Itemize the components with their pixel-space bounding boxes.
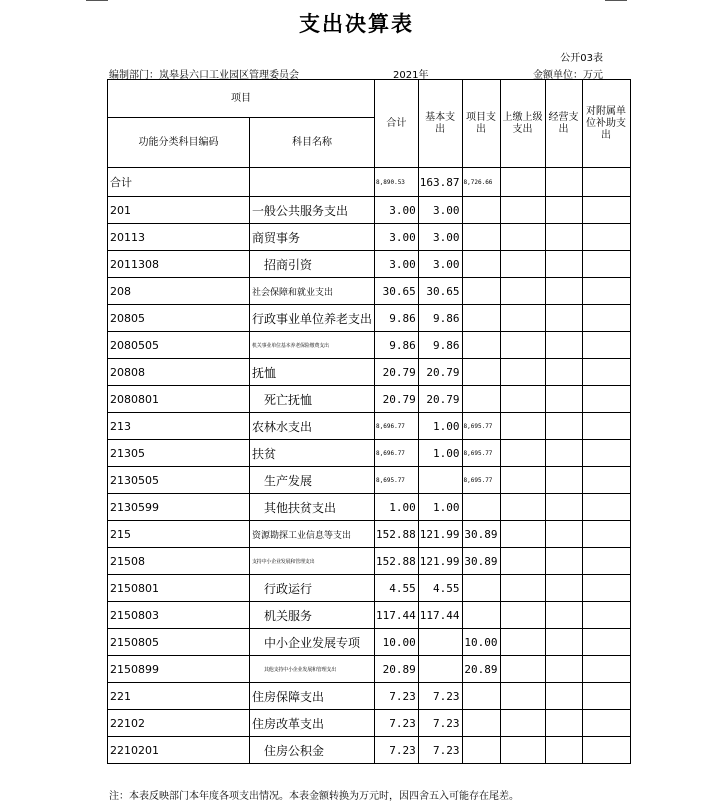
- cell-upper: [500, 305, 545, 332]
- cell-upper: [500, 521, 545, 548]
- table-row: [108, 575, 631, 602]
- cell-total: 152.88: [375, 548, 419, 575]
- cell-project: 8,695.77: [462, 440, 500, 467]
- cell-upper: [500, 467, 545, 494]
- cell-upper: [500, 656, 545, 683]
- cell-code: 2130599: [108, 494, 250, 521]
- cell-total: 30.65: [375, 278, 419, 305]
- cell-subject-name: 扶贫: [250, 440, 375, 467]
- header-total: 合计: [375, 80, 419, 168]
- cell-subsidy: [582, 656, 630, 683]
- cell-basic: 121.99: [418, 548, 462, 575]
- cell-subject-name: 其他支持中小企业发展和管理支出: [250, 656, 375, 683]
- cell-code: 20808: [108, 359, 250, 386]
- header-subject-name: 科目名称: [250, 118, 375, 168]
- cell-total: 4.55: [375, 575, 419, 602]
- cell-code: 208: [108, 278, 250, 305]
- table-row: [108, 386, 631, 413]
- cell-operating: [545, 168, 582, 197]
- cell-basic: 20.79: [418, 359, 462, 386]
- cell-upper: [500, 683, 545, 710]
- cell-total: 8,890.53: [375, 168, 419, 197]
- cell-total: 3.00: [375, 197, 419, 224]
- cell-subsidy: [582, 224, 630, 251]
- cell-code: 合计: [108, 168, 250, 197]
- cell-basic: [418, 656, 462, 683]
- cell-basic: 1.00: [418, 494, 462, 521]
- cell-operating: [545, 710, 582, 737]
- cell-total: 7.23: [375, 737, 419, 764]
- cell-operating: [545, 656, 582, 683]
- cell-total: 7.23: [375, 683, 419, 710]
- cell-project: [462, 386, 500, 413]
- cell-subject-name: 生产发展: [250, 467, 375, 494]
- cell-code: 2130505: [108, 467, 250, 494]
- cell-subsidy: [582, 575, 630, 602]
- cell-upper: [500, 575, 545, 602]
- table-row: [108, 656, 631, 683]
- page-corner-mark-left: [86, 0, 108, 1]
- table-row: [108, 629, 631, 656]
- cell-subsidy: [582, 386, 630, 413]
- page-corner-mark-right: [605, 0, 627, 1]
- cell-subsidy: [582, 683, 630, 710]
- cell-total: 7.23: [375, 710, 419, 737]
- cell-operating: [545, 224, 582, 251]
- cell-project: [462, 332, 500, 359]
- cell-subsidy: [582, 521, 630, 548]
- cell-basic: 1.00: [418, 413, 462, 440]
- cell-project: [462, 305, 500, 332]
- cell-basic: 3.00: [418, 224, 462, 251]
- cell-subject-name: 住房公积金: [250, 737, 375, 764]
- cell-subsidy: [582, 359, 630, 386]
- cell-subsidy: [582, 278, 630, 305]
- cell-subsidy: [582, 494, 630, 521]
- cell-subsidy: [582, 548, 630, 575]
- cell-code: 22102: [108, 710, 250, 737]
- cell-total: 20.89: [375, 656, 419, 683]
- cell-basic: 20.79: [418, 386, 462, 413]
- cell-subject-name: [250, 168, 375, 197]
- cell-code: 21305: [108, 440, 250, 467]
- header-project: 项目支出: [462, 80, 500, 168]
- cell-code: 2150803: [108, 602, 250, 629]
- cell-upper: [500, 278, 545, 305]
- cell-subject-name: 抚恤: [250, 359, 375, 386]
- cell-subject-name: 机关事业单位基本养老保险缴费支出: [250, 332, 375, 359]
- cell-subject-name: 死亡抚恤: [250, 386, 375, 413]
- cell-project: [462, 575, 500, 602]
- table-body: [108, 168, 631, 764]
- cell-code: 221: [108, 683, 250, 710]
- cell-upper: [500, 197, 545, 224]
- cell-project: 30.89: [462, 521, 500, 548]
- cell-code: 2080801: [108, 386, 250, 413]
- report-year: 2021年: [393, 70, 429, 81]
- cell-subsidy: [582, 602, 630, 629]
- cell-upper: [500, 224, 545, 251]
- cell-subsidy: [582, 413, 630, 440]
- header-basic: 基本支出: [418, 80, 462, 168]
- table-row: [108, 332, 631, 359]
- cell-operating: [545, 440, 582, 467]
- cell-subject-name: 招商引资: [250, 251, 375, 278]
- cell-basic: 3.00: [418, 197, 462, 224]
- cell-operating: [545, 467, 582, 494]
- cell-upper: [500, 332, 545, 359]
- cell-code: 20805: [108, 305, 250, 332]
- cell-subsidy: [582, 305, 630, 332]
- cell-project: [462, 683, 500, 710]
- cell-code: 2080505: [108, 332, 250, 359]
- cell-subject-name: 行政事业单位养老支出: [250, 305, 375, 332]
- cell-basic: 9.86: [418, 332, 462, 359]
- cell-total: 20.79: [375, 386, 419, 413]
- cell-total: 152.88: [375, 521, 419, 548]
- table-row: [108, 440, 631, 467]
- table-row: [108, 359, 631, 386]
- cell-upper: [500, 168, 545, 197]
- cell-operating: [545, 332, 582, 359]
- cell-total: 20.79: [375, 359, 419, 386]
- cell-project: [462, 602, 500, 629]
- cell-subsidy: [582, 737, 630, 764]
- cell-operating: [545, 629, 582, 656]
- cell-code: 2150805: [108, 629, 250, 656]
- cell-project: 20.89: [462, 656, 500, 683]
- cell-subject-name: 一般公共服务支出: [250, 197, 375, 224]
- cell-subsidy: [582, 197, 630, 224]
- cell-operating: [545, 278, 582, 305]
- cell-project: [462, 278, 500, 305]
- cell-total: 8,696.77: [375, 440, 419, 467]
- cell-total: 10.00: [375, 629, 419, 656]
- cell-subject-name: 支持中小企业发展和管理支出: [250, 548, 375, 575]
- cell-project: [462, 359, 500, 386]
- cell-subject-name: 商贸事务: [250, 224, 375, 251]
- cell-subject-name: 中小企业发展专项: [250, 629, 375, 656]
- cell-basic: 4.55: [418, 575, 462, 602]
- cell-subject-name: 行政运行: [250, 575, 375, 602]
- cell-total: 3.00: [375, 251, 419, 278]
- cell-project: [462, 494, 500, 521]
- cell-subsidy: [582, 710, 630, 737]
- cell-basic: 9.86: [418, 305, 462, 332]
- cell-subject-name: 其他扶贫支出: [250, 494, 375, 521]
- table-row: [108, 224, 631, 251]
- cell-operating: [545, 494, 582, 521]
- table-row: [108, 710, 631, 737]
- dept-label: 编制部门：岚皋县六口工业园区管理委员会: [109, 70, 299, 81]
- cell-operating: [545, 386, 582, 413]
- cell-total: 8,695.77: [375, 467, 419, 494]
- header-subsidy: 对附属单位补助支出: [582, 80, 630, 168]
- cell-code: 2011308: [108, 251, 250, 278]
- table-row: [108, 305, 631, 332]
- cell-upper: [500, 737, 545, 764]
- table-row: [108, 413, 631, 440]
- report-title: 支出决算表: [299, 11, 414, 36]
- cell-upper: [500, 359, 545, 386]
- cell-subject-name: 机关服务: [250, 602, 375, 629]
- table-row: [108, 683, 631, 710]
- cell-code: 215: [108, 521, 250, 548]
- cell-total: 3.00: [375, 224, 419, 251]
- cell-basic: 163.87: [418, 168, 462, 197]
- cell-subject-name: 资源勘探工业信息等支出: [250, 521, 375, 548]
- cell-upper: [500, 494, 545, 521]
- cell-project: [462, 710, 500, 737]
- cell-project: 8,695.77: [462, 467, 500, 494]
- cell-code: 2150801: [108, 575, 250, 602]
- cell-subsidy: [582, 467, 630, 494]
- cell-subject-name: 社会保障和就业支出: [250, 278, 375, 305]
- cell-basic: 121.99: [418, 521, 462, 548]
- cell-total: 8,696.77: [375, 413, 419, 440]
- cell-operating: [545, 548, 582, 575]
- cell-operating: [545, 197, 582, 224]
- cell-basic: 117.44: [418, 602, 462, 629]
- cell-subsidy: [582, 440, 630, 467]
- cell-basic: [418, 629, 462, 656]
- cell-code: 21508: [108, 548, 250, 575]
- cell-project: 10.00: [462, 629, 500, 656]
- cell-basic: 7.23: [418, 737, 462, 764]
- unit-label: 金额单位：万元: [533, 70, 603, 81]
- cell-total: 9.86: [375, 305, 419, 332]
- cell-project: [462, 737, 500, 764]
- cell-operating: [545, 683, 582, 710]
- header-item: 项目: [108, 80, 375, 118]
- cell-project: [462, 251, 500, 278]
- cell-upper: [500, 386, 545, 413]
- cell-upper: [500, 251, 545, 278]
- cell-subsidy: [582, 168, 630, 197]
- table-row: [108, 521, 631, 548]
- cell-upper: [500, 629, 545, 656]
- cell-operating: [545, 602, 582, 629]
- cell-basic: 3.00: [418, 251, 462, 278]
- cell-total: 117.44: [375, 602, 419, 629]
- cell-project: 30.89: [462, 548, 500, 575]
- header-operating: 经营支出: [545, 80, 582, 168]
- cell-code: 2150899: [108, 656, 250, 683]
- cell-project: 8,726.66: [462, 168, 500, 197]
- table-row: [108, 737, 631, 764]
- cell-operating: [545, 251, 582, 278]
- cell-total: 9.86: [375, 332, 419, 359]
- cell-project: 8,695.77: [462, 413, 500, 440]
- cell-code: 213: [108, 413, 250, 440]
- cell-basic: 7.23: [418, 710, 462, 737]
- cell-upper: [500, 548, 545, 575]
- cell-upper: [500, 710, 545, 737]
- table-row: [108, 197, 631, 224]
- table-row: [108, 467, 631, 494]
- cell-subject-name: 住房保障支出: [250, 683, 375, 710]
- table-row: [108, 251, 631, 278]
- header-func-code: 功能分类科目编码: [108, 118, 250, 168]
- cell-subsidy: [582, 629, 630, 656]
- cell-project: [462, 224, 500, 251]
- cell-operating: [545, 305, 582, 332]
- cell-code: 201: [108, 197, 250, 224]
- table-row: [108, 494, 631, 521]
- table-row: [108, 602, 631, 629]
- cell-upper: [500, 440, 545, 467]
- header-upper: 上缴上级支出: [500, 80, 545, 168]
- cell-operating: [545, 737, 582, 764]
- cell-upper: [500, 413, 545, 440]
- cell-basic: 1.00: [418, 440, 462, 467]
- expenditure-table: [107, 79, 631, 764]
- footnote: 注：本表反映部门本年度各项支出情况。本表金额转换为万元时，因四舍五入可能存在尾差。: [109, 791, 519, 802]
- cell-basic: 30.65: [418, 278, 462, 305]
- form-code: 公开03表: [560, 53, 603, 64]
- cell-subject-name: 农林水支出: [250, 413, 375, 440]
- cell-operating: [545, 413, 582, 440]
- cell-basic: 7.23: [418, 683, 462, 710]
- cell-operating: [545, 359, 582, 386]
- cell-upper: [500, 602, 545, 629]
- cell-code: 2210201: [108, 737, 250, 764]
- cell-project: [462, 197, 500, 224]
- cell-code: 20113: [108, 224, 250, 251]
- table-row: [108, 548, 631, 575]
- cell-total: 1.00: [375, 494, 419, 521]
- cell-subject-name: 住房改革支出: [250, 710, 375, 737]
- cell-subsidy: [582, 251, 630, 278]
- table-row: [108, 168, 631, 197]
- cell-basic: [418, 467, 462, 494]
- cell-subsidy: [582, 332, 630, 359]
- cell-operating: [545, 575, 582, 602]
- cell-operating: [545, 521, 582, 548]
- table-row: [108, 278, 631, 305]
